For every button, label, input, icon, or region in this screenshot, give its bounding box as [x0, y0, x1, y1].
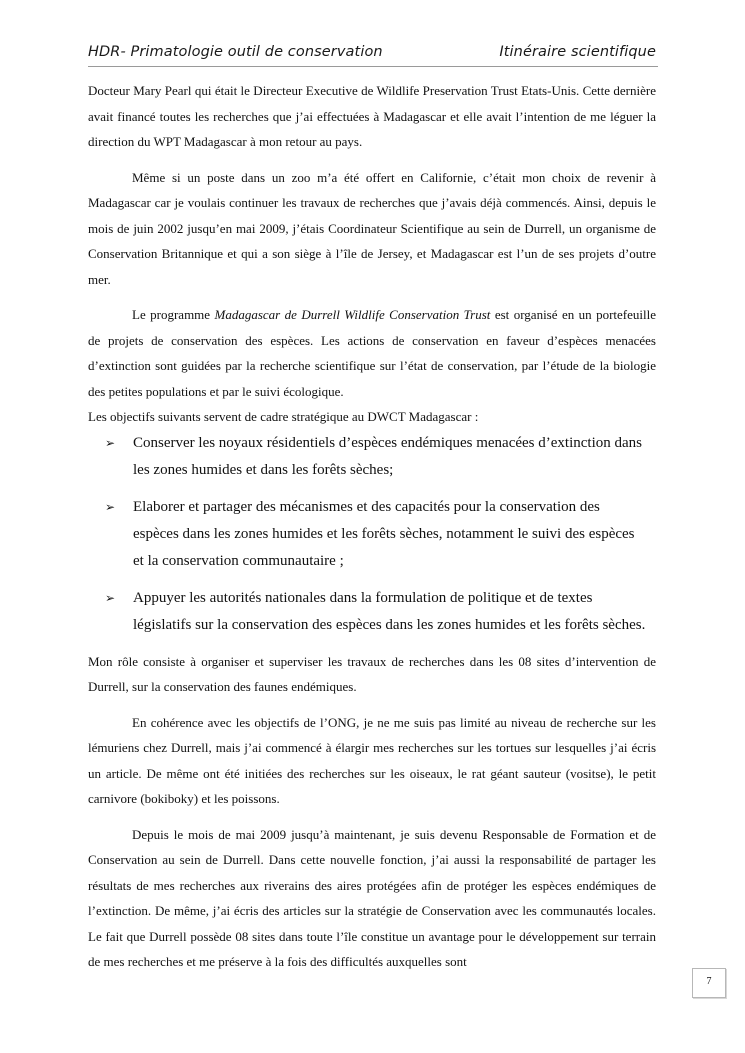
- paragraph-2: Même si un poste dans un zoo m’a été offert en Californie, c’était mon choix de revenir à Madagascar car je voulais continuer les travaux de recherches que j’avais déjà commencés. Ainsi, depuis le mois de juin 2002 jusqu’en mai 2009, j’étais Coordinateur Scientifique au sein de Durrell, un organisme de Conservation Britannique et qui a son siège à l’île de Jersey, et Madagascar est l’un de ses projets d’outre mer.: [88, 169, 656, 287]
- document-body: [88, 78, 656, 975]
- objective-item: [105, 430, 656, 484]
- paragraph-3-end: est organisé en un portefeuille de projets de conservation des espèces. Les actions de conservation en faveur d’espèces menacées d’extinction sont guidées par la recherche scientifique sur l’état de conservation, par l’étude de la biologie des petites populations et par le suivi écologique.: [88, 307, 656, 399]
- objective-item: [105, 494, 656, 575]
- paragraph-6: En cohérence avec les objectifs de l’ONG, je ne me suis pas limité au niveau de recherche sur les lémuriens chez Durrell, mais j’ai commencé à élargir mes recherches sur les tortues sur lesquelles j’ai écris un article. De même ont été initiées des recherches sur les oiseaux, le rat géant sauteur (vositse), le petit carnivore (bokiboky) et les poissons.: [88, 714, 656, 806]
- arrow-bullet-icon: ➢: [105, 435, 116, 450]
- arrow-bullet-icon: ➢: [105, 590, 116, 605]
- header-title: HDR- Primatologie outil de conservation: [88, 44, 383, 60]
- paragraph-7: Depuis le mois de mai 2009 jusqu’à maintenant, je suis devenu Responsable de Formation et de Conservation au sein de Durrell. Dans cette nouvelle fonction, j’ai aussi la responsabilité de partager les résultats de mes recherches aux riverains des aires protégées afin de protéger les espèces endémiques de l’extinction. De même, j’ai écris des articles sur la stratégie de Conservation avec les communautés locales. Le fait que Durrell possède 08 sites dans toute l’île constitue un avantage pour le développement sur terrain de mes recherches et me préserve à la fois des difficultés auxquelles sont: [88, 826, 656, 969]
- objectives-list: [88, 430, 656, 639]
- objective-text: Appuyer les autorités nationales dans la formulation de politique et de textes législatifs sur la conservation des espèces dans les zones humides et les forêts sèches.: [133, 589, 646, 633]
- program-name: Madagascar de Durrell Wildlife Conservation Trust: [214, 307, 491, 322]
- page-number: 7: [692, 968, 726, 998]
- paragraph-5: Mon rôle consiste à organiser et superviser les travaux de recherches dans les 08 sites d’intervention de Durrell, sur la conservation des faunes endémiques.: [88, 653, 656, 694]
- paragraph-3: [88, 302, 656, 404]
- objective-text: Elaborer et partager des mécanismes et des capacités pour la conservation des espèces dans les zones humides et les forêts sèches, notamment le suivi des espèces et la conservation communautaire ;: [133, 498, 635, 569]
- page-header: [88, 40, 658, 67]
- arrow-bullet-icon: ➢: [105, 499, 116, 514]
- header-section: Itinéraire scientifique: [499, 44, 656, 60]
- objective-item: [105, 585, 656, 639]
- paragraph-3-start: Le programme: [132, 307, 215, 322]
- paragraph-1: Docteur Mary Pearl qui était le Directeur Executive de Wildlife Preservation Trust Etats-Unis. Cette dernière avait financé toutes les recherches que j’ai effectuées à Madagascar et elle avait l’intention de me léguer la direction du WPT Madagascar à mon retour au pays.: [88, 83, 656, 149]
- objective-text: Conserver les noyaux résidentiels d’espèces endémiques menacées d’extinction dans les zones humides et dans les forêts sèches;: [133, 434, 642, 478]
- objectives-intro: Les objectifs suivants servent de cadre stratégique au DWCT Madagascar :: [88, 409, 479, 424]
